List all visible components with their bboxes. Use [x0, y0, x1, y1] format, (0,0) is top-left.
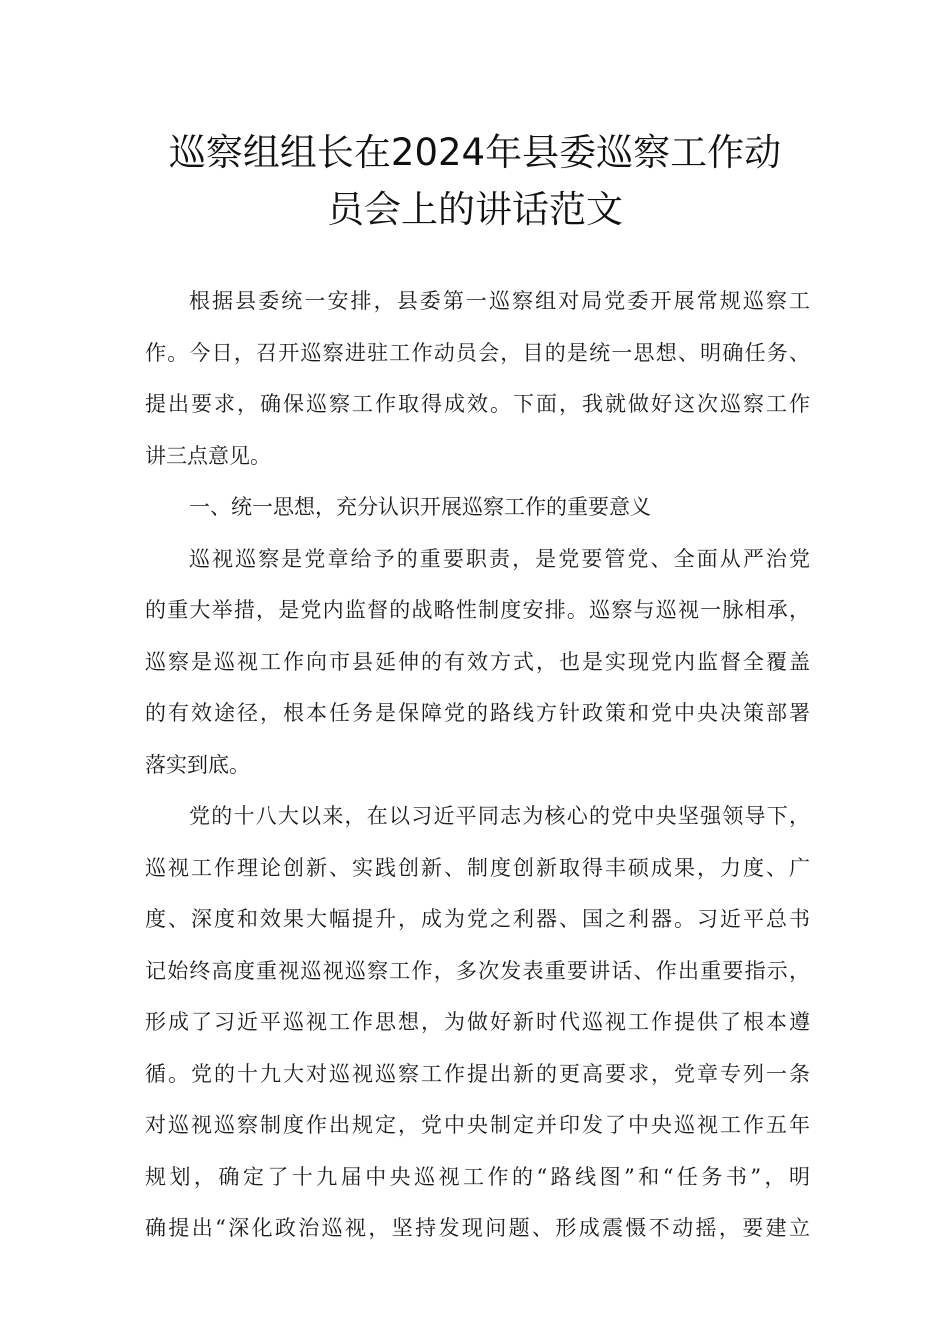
paragraph-line: 根据县委统一安排，县委第一巡察组对局党委开展常规巡察工 [189, 289, 810, 313]
paragraph-line: 巡察是巡视工作向市县延伸的有效方式，也是实现党内监督全覆盖 [145, 649, 810, 674]
paragraph-line: 形成了习近平巡视工作思想，为做好新时代巡视工作提供了根本遵 [145, 1010, 810, 1034]
section-heading: 一、统一思想，充分认识开展巡察工作的重要意义 [189, 495, 651, 519]
paragraph-line: 记始终高度重视巡视巡察工作，多次发表重要讲话、作出重要指示， [145, 958, 810, 983]
paragraph-line: 提出要求，确保巡察工作取得成效。下面，我就做好这次巡察工作 [145, 392, 810, 416]
paragraph-line: 确提出“深化政治巡视，坚持发现问题、形成震慑不动摇，要建立 [145, 1216, 810, 1240]
title-line-1: 巡察组组长在2024年县委巡察工作动 [168, 131, 782, 174]
paragraph-line: 党的十八大以来，在以习近平同志为核心的党中央坚强领导下， [189, 804, 810, 828]
paragraph-line: 巡视巡察是党章给予的重要职责，是党要管党、全面从严治党 [189, 546, 810, 571]
paragraph-line: 的有效途径，根本任务是保障党的路线方针政策和党中央决策部署 [145, 701, 810, 725]
paragraph-line: 巡视工作理论创新、实践创新、制度创新取得丰硕成果，力度、广 [145, 855, 810, 880]
document-title [120, 124, 830, 238]
document-body [145, 276, 810, 1255]
paragraph-line: 的重大举措，是党内监督的战略性制度安排。巡察与巡视一脉相承， [145, 598, 810, 622]
paragraph-line: 循。党的十九大对巡视巡察工作提出新的更高要求，党章专列一条 [145, 1061, 810, 1086]
paragraph-line: 规划，确定了十九届中央巡视工作的“路线图”和“任务书”，明 [145, 1164, 810, 1189]
paragraph-line: 度、深度和效果大幅提升，成为党之利器、国之利器。习近平总书 [145, 907, 810, 931]
paragraph-line: 作。今日，召开巡察进驻工作动员会，目的是统一思想、明确任务、 [145, 340, 810, 365]
paragraph-line: 落实到底。 [145, 752, 250, 777]
title-line-2: 员会上的讲话范文 [327, 188, 623, 231]
paragraph-line: 讲三点意见。 [145, 443, 271, 468]
paragraph-line: 对巡视巡察制度作出规定，党中央制定并印发了中央巡视工作五年 [145, 1113, 810, 1137]
